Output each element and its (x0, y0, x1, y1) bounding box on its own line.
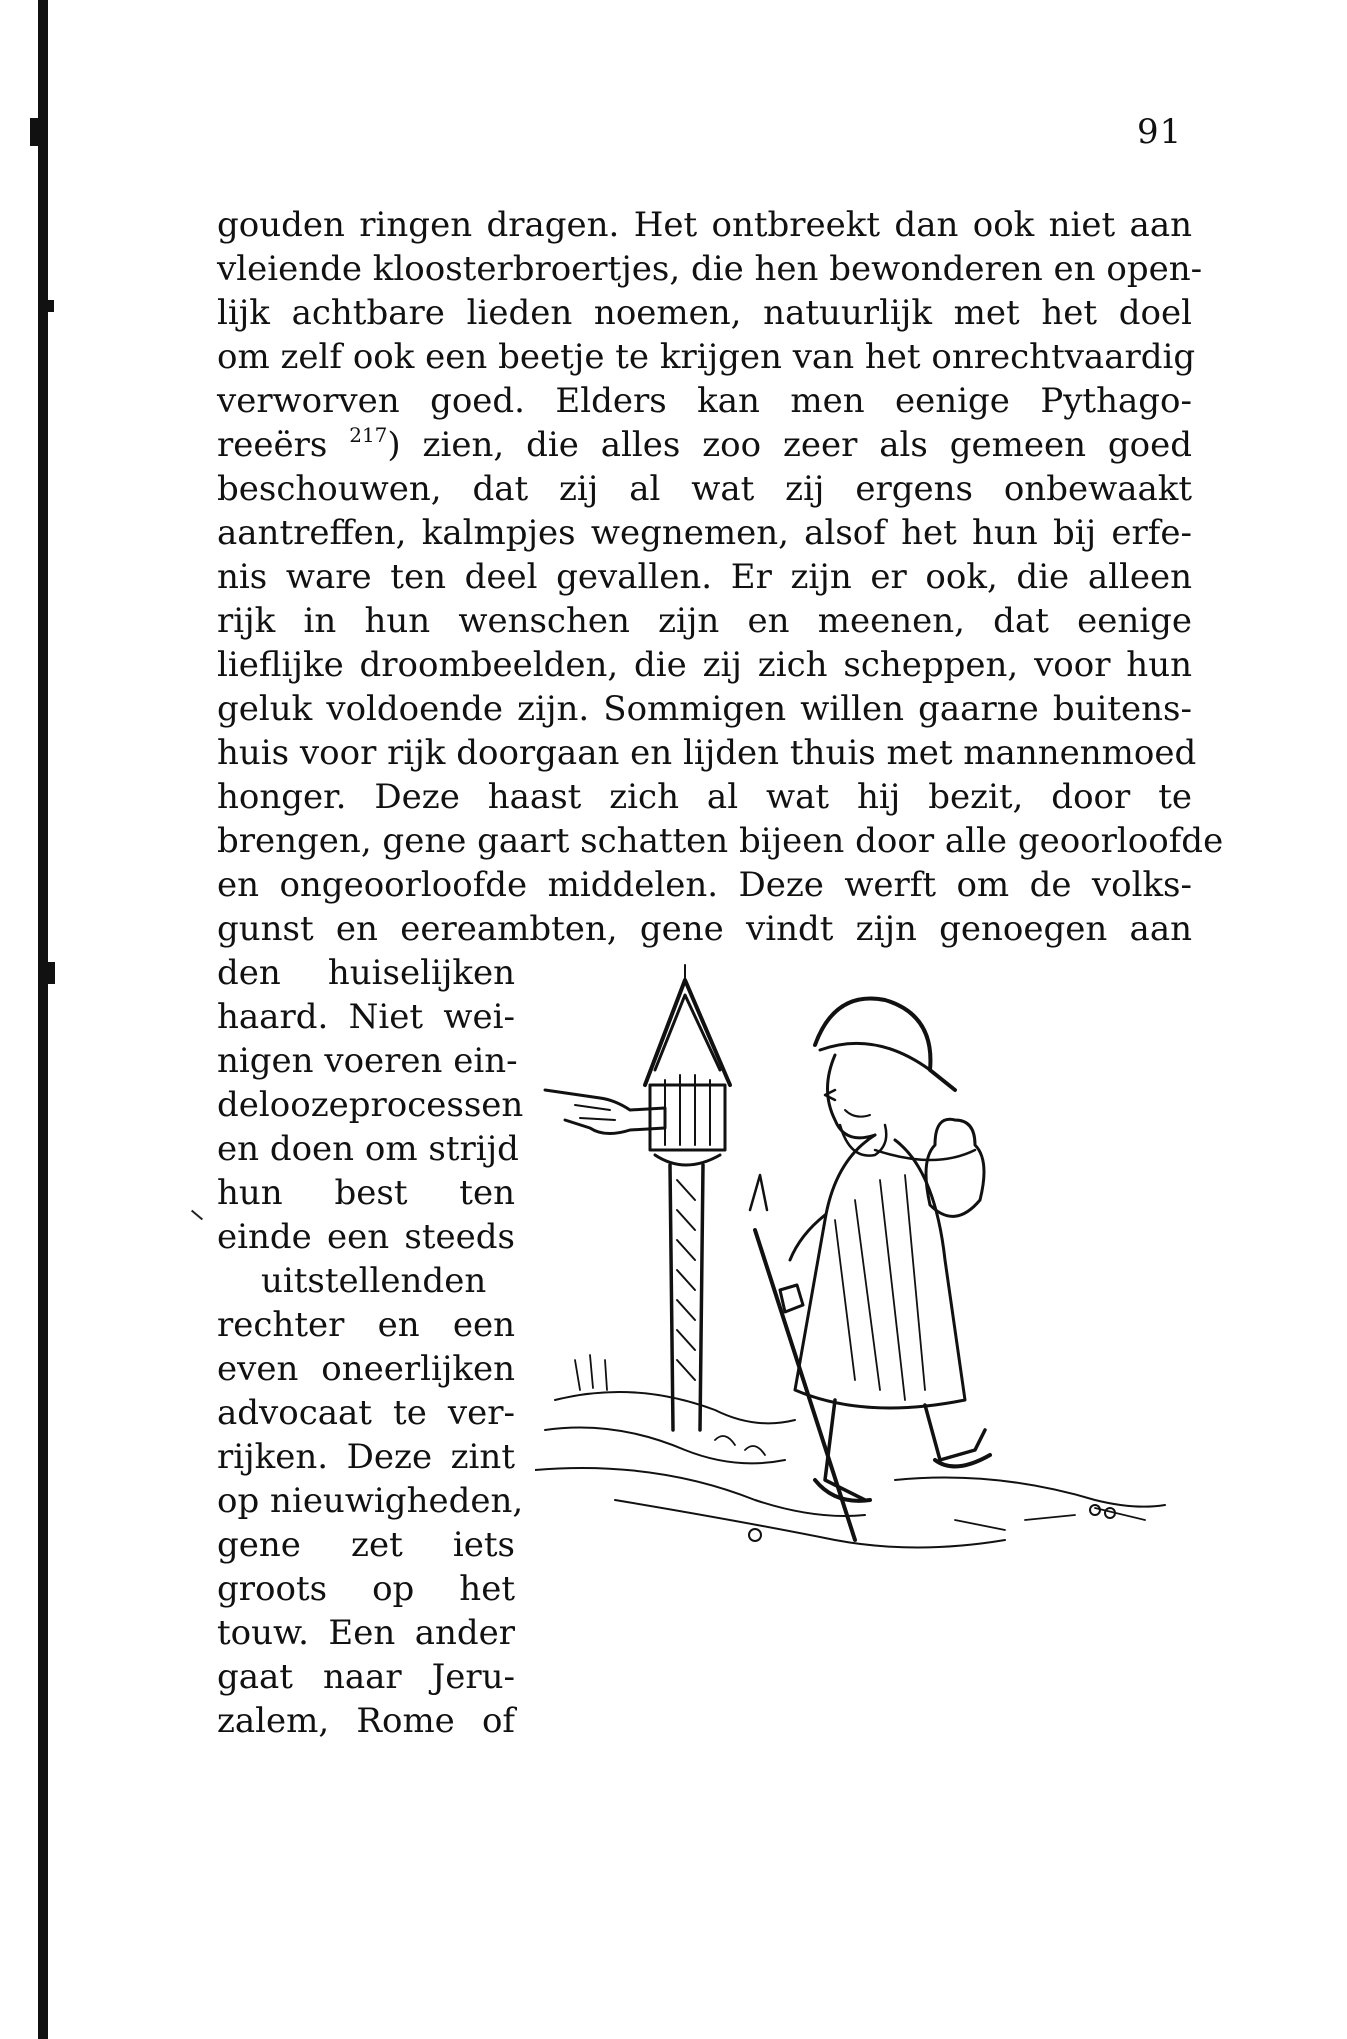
pointing-hand-sign (545, 1090, 665, 1134)
text-line-narrow: den huiselijken (217, 953, 515, 993)
text-line-narrow: touw. Een ander (217, 1613, 515, 1653)
line-segment: ) zien, die alles zoo zeer als gemeen goed (387, 425, 1192, 465)
text-line-narrow: rijken. Deze zint (217, 1437, 515, 1477)
text-line-narrow: en doen om strijd (217, 1129, 519, 1169)
text-line: rijk in hun wenschen zijn en meenen, dat eenige (217, 601, 1192, 641)
text-line: beschouwen, dat zij al wat zij ergens onbewaakt (217, 469, 1192, 509)
text-line-narrow: deloozeprocessen (217, 1085, 524, 1125)
text-line: gunst en eereambten, gene vindt zijn genoegen aan (217, 909, 1192, 949)
binding-notch (30, 118, 40, 146)
text-line-narrow: gene zet iets (217, 1525, 515, 1565)
text-line: nis ware ten deel gevallen. Er zijn er ook, die alleen (217, 557, 1192, 597)
text-line-narrow: einde een steeds (217, 1217, 515, 1257)
wayside-shrine (645, 965, 730, 1430)
text-line: aantreffen, kalmpjes wegnemen, alsof het hun bij erfe- (217, 513, 1192, 553)
text-line: vleiende kloosterbroertjes, die hen bewonderen en open- (217, 249, 1203, 289)
footnote-reference: 217 (349, 423, 388, 447)
line-segment: reeërs (217, 425, 350, 465)
pilgrim-illustration (535, 960, 1175, 1560)
text-line-narrow: uitstellenden (261, 1261, 487, 1301)
text-line-with-footnote (217, 422, 1192, 468)
text-line: om zelf ook een beetje te krijgen van het onrechtvaardig (217, 337, 1196, 377)
text-line: lieflijke droombeelden, die zij zich scheppen, voor hun (217, 645, 1192, 685)
text-line: honger. Deze haast zich al wat hij bezit, door te (217, 777, 1192, 817)
pilgrim-figure (750, 998, 990, 1540)
stray-ink-mark (191, 1210, 203, 1221)
text-line: lijk achtbare lieden noemen, natuurlijk met het doel (217, 293, 1192, 333)
text-line-narrow: op nieuwigheden, (217, 1481, 524, 1521)
text-line-narrow: haard. Niet wei- (217, 997, 515, 1037)
text-line: verworven goed. Elders kan men eenige Pythago- (217, 381, 1192, 421)
text-line-narrow: groots op het (217, 1569, 515, 1609)
page-number: 91 (1137, 112, 1183, 152)
text-line-narrow: advocaat te ver- (217, 1393, 515, 1433)
binding-notch (46, 962, 55, 984)
text-line: brengen, gene gaart schatten bijeen door alle geoorloofde (217, 821, 1224, 861)
text-line: gouden ringen dragen. Het ontbreekt dan ook niet aan (217, 205, 1192, 245)
text-line: geluk voldoende zijn. Sommigen willen gaarne buitens- (217, 689, 1192, 729)
binding-notch (46, 300, 54, 312)
text-line-narrow: rechter en een (217, 1305, 515, 1345)
text-line-narrow: zalem, Rome of (217, 1701, 515, 1741)
text-line-narrow: gaat naar Jeru- (217, 1657, 515, 1697)
text-line-narrow: nigen voeren ein- (217, 1041, 518, 1081)
text-line-narrow: hun best ten (217, 1173, 515, 1213)
text-line: huis voor rijk doorgaan en lijden thuis met mannenmoed (217, 733, 1197, 773)
text-line-narrow: even oneerlijken (217, 1349, 515, 1389)
text-line: en ongeoorloofde middelen. Deze werft om de volks- (217, 865, 1192, 905)
